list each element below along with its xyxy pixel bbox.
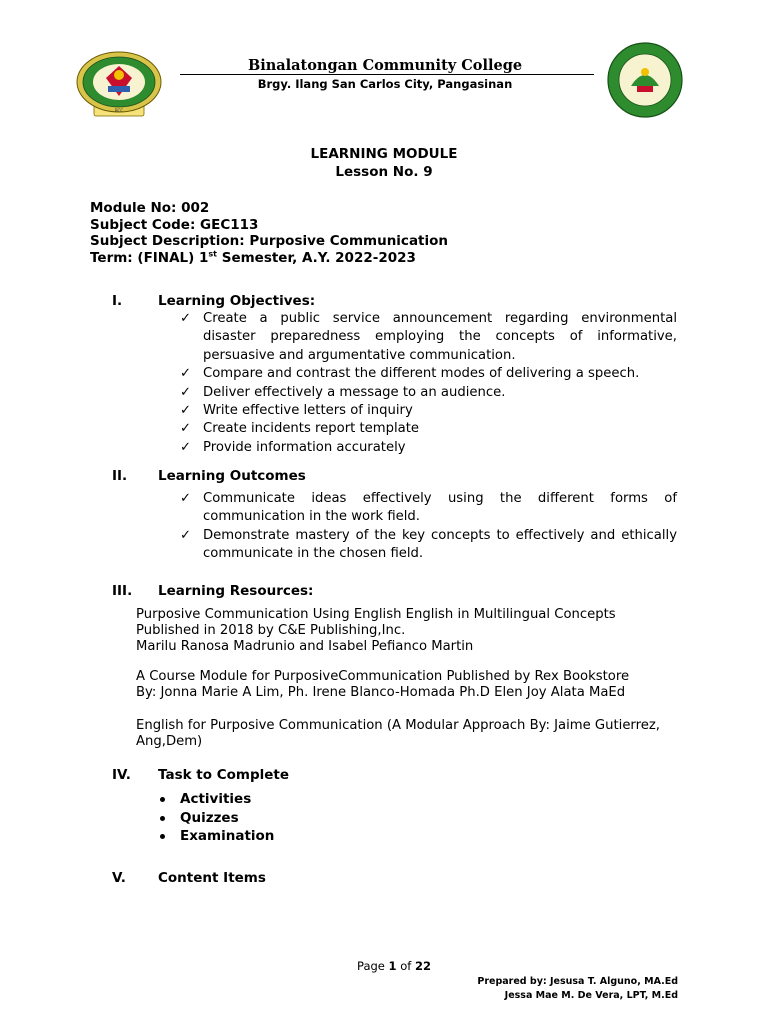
section-number-outcomes: II. [112, 468, 128, 484]
page-number: Page 1 of 22 [357, 959, 431, 973]
check-icon: ✓ [180, 491, 192, 506]
list-item: ✓ Demonstrate mastery of the key concepts to effectively and ethically communicate in the chosen field. [180, 527, 677, 562]
resource-block: Purposive Communication Using English English in Multilingual Concepts Published in 2018 by C&E Publishing,Inc. Marilu Ranosa Madrunio and Isabel Pefianco Martin [136, 607, 616, 654]
prepared-by: Prepared by: Jesusa T. Alguno, MA.Ed Jessa Mae M. De Vera, LPT, M.Ed [477, 976, 678, 1001]
section-title-tasks: Task to Complete [158, 767, 290, 783]
module-number: Module No: 002 [90, 200, 210, 216]
lesson-number: Lesson No. 9 [335, 164, 433, 180]
module-info [90, 200, 448, 266]
module-title: LEARNING MODULE [310, 146, 458, 162]
list-item: ✓ Provide information accurately [180, 439, 677, 457]
check-icon: ✓ [180, 421, 192, 437]
list-item: Examination [158, 827, 274, 846]
city-seal-logo [603, 42, 687, 118]
section-title-outcomes: Learning Outcomes [158, 468, 306, 484]
college-seal-logo [74, 48, 164, 120]
section-number-objectives: I. [112, 293, 123, 309]
check-icon: ✓ [180, 403, 192, 419]
svg-text:BCC: BCC [114, 108, 124, 113]
objectives-list [180, 310, 677, 457]
section-title-objectives: Learning Objectives: [158, 293, 316, 309]
tasks-list [158, 790, 274, 846]
section-title-content: Content Items [158, 870, 266, 886]
header-divider [180, 74, 594, 75]
college-address: Brgy. Ilang San Carlos City, Pangasinan [257, 77, 513, 91]
check-icon: ✓ [180, 384, 192, 400]
section-title-resources: Learning Resources: [158, 583, 314, 599]
subject-code: Subject Code: GEC113 [90, 216, 259, 233]
list-item: Quizzes [158, 809, 274, 828]
list-item: ✓ Create a public service announcement regarding environmental disaster preparedness employing the concepts of informative, persuasive and argumentative communication. [180, 311, 677, 363]
list-item: ✓ Communicate ideas effectively using the different forms of communication in the work field. [180, 491, 677, 525]
bullet-icon [160, 834, 165, 839]
check-icon: ✓ [180, 527, 192, 543]
section-number-tasks: IV. [112, 767, 131, 783]
check-icon: ✓ [180, 439, 192, 455]
check-icon: ✓ [180, 311, 192, 326]
resource-block: English for Purposive Communication (A Modular Approach By: Jaime Gutierrez, Ang,Dem) [136, 718, 660, 749]
list-item: ✓ Write effective letters of inquiry [180, 402, 677, 420]
list-item: ✓ Compare and contrast the different modes of delivering a speech. [180, 365, 677, 383]
section-number-resources: III. [112, 583, 133, 599]
section-number-content: V. [112, 870, 126, 886]
list-item: ✓ Deliver effectively a message to an audience. [180, 384, 677, 402]
subject-description: Subject Description: Purposive Communication [90, 233, 449, 249]
term: Term: (FINAL) 1st Semester, A.Y. 2022-2023 [90, 249, 416, 266]
bullet-icon [160, 816, 165, 821]
resource-block: A Course Module for PurposiveCommunication Published by Rex Bookstore By: Jonna Marie A Lim, Ph. Irene Blanco-Homada Ph.D Elen Joy Alata MaEd [136, 669, 630, 700]
college-name: Binalatongan Community College [247, 57, 523, 74]
list-item: ✓ Create incidents report template [180, 420, 677, 438]
list-item: Activities [158, 790, 274, 809]
outcomes-list [180, 490, 677, 564]
check-icon: ✓ [180, 366, 192, 382]
bullet-icon [160, 797, 165, 802]
